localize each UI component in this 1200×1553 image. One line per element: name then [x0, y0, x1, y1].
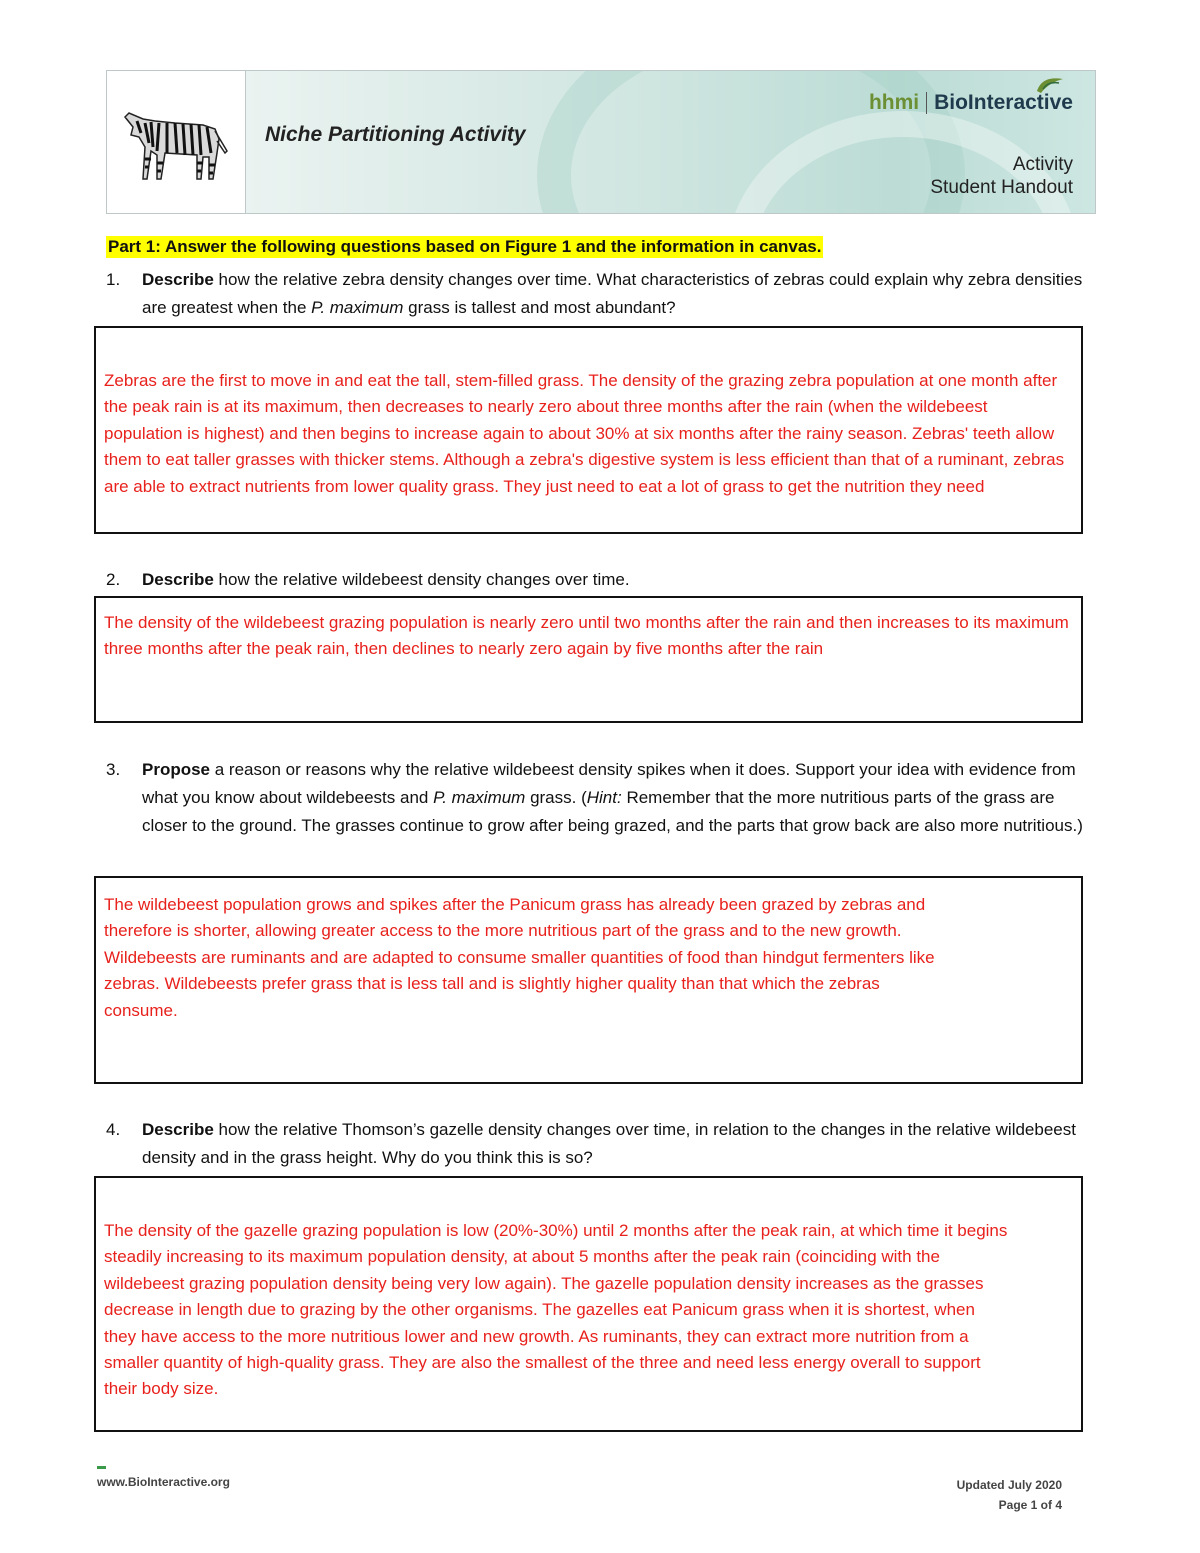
question-number: 3.: [106, 760, 121, 779]
question-number: 4.: [106, 1120, 121, 1139]
question-verb: Describe: [142, 270, 214, 289]
footer-website-link[interactable]: www.BioInteractive.org: [97, 1475, 230, 1489]
answer-text: The density of the wildebeest grazing population is nearly zero until two months after the rain and then increases to its maximum three months after the peak rain, then declines to nearly zero again by five months after the rain: [104, 613, 1069, 659]
question-text-part: how the relative Thomson’s gazelle density changes over time, in relation to the changes in the relative wildebeest density and in the grass height. Why do you think this is so?: [142, 1120, 1076, 1167]
question-text-part: a reason or reasons why the relative wildebeest density spikes when it does. Support your idea with evidence from what you know about wildebeests and: [142, 760, 1076, 807]
question-3: [106, 756, 1096, 840]
logo-hhmi: hhmi: [868, 91, 920, 114]
document-type-line2: Student Handout: [930, 177, 1073, 198]
part-1-heading: Part 1: Answer the following questions based on Figure 1 and the information in canvas.: [108, 237, 822, 256]
answer-text: The density of the gazelle grazing population is low (20%-30%) until 2 months after the peak rain, at which time it begins steadily increasing to its maximum population density, at about 5 months after the peak rain (coinciding with the wildebeest grazing population density being very low again). The gazelle population density increases as the grasses decrease in length due to grazing by the other organisms. The gazelles eat Panicum grass when it is shortest, when they have access to the more nutritious lower and new growth. As ruminants, they can extract more nutrition from a smaller quantity of high-quality grass. They are also the smallest of the three and need less energy overall to support their body size.: [104, 1221, 1008, 1399]
footer-updated: Updated July 2020: [956, 1478, 1062, 1492]
logo-divider: [926, 92, 927, 114]
answer-box-3[interactable]: [94, 876, 1083, 1084]
question-number: 2.: [106, 570, 121, 589]
hint-label: Hint:: [586, 788, 622, 807]
document-type: [930, 153, 1073, 199]
species-name: P. maximum: [311, 298, 404, 317]
answer-text: The wildebeest population grows and spikes after the Panicum grass has already been grazed by zebras and therefore is shorter, allowing greater access to the more nutritious part of the grass and to the new growth. Wildebeests are ruminants and are adapted to consume smaller quantities of food than hindgut fermenters like zebras. Wildebeests prefer grass that is less tall and is slightly higher quality than that which the zebras consume.: [104, 895, 935, 1020]
question-1: [106, 266, 1096, 322]
footer-info: [957, 1475, 1062, 1515]
species-name: P. maximum: [433, 788, 526, 807]
question-text: [142, 1116, 1096, 1172]
page-title: Niche Partitioning Activity: [265, 123, 526, 146]
answer-box-1[interactable]: [94, 326, 1083, 534]
logo-biointeractive: BioInteractive: [934, 91, 1073, 114]
question-verb: Describe: [142, 570, 214, 589]
question-text: [142, 266, 1096, 322]
document-type-line1: Activity: [1012, 154, 1073, 175]
question-text-part: how the relative zebra density changes over time. What characteristics of zebras could explain why zebra densities are greatest when the: [142, 270, 1083, 317]
footer-page-number: Page 1 of 4: [998, 1498, 1062, 1512]
zebra-image-frame: [107, 71, 246, 213]
question-text-part: grass. (: [525, 788, 587, 807]
footer-accent: [97, 1466, 106, 1469]
question-text: [142, 566, 1096, 594]
hhmi-biointeractive-logo: [869, 91, 1073, 115]
question-text-part: grass is tallest and most abundant?: [403, 298, 676, 317]
question-text-part: Remember that the more nutritious parts of the grass are closer to the ground. The grasses continue to grow after being grazed, and the parts that grow back are also more nutritious.): [142, 788, 1083, 835]
question-text-part: how the relative wildebeest density changes over time.: [213, 570, 630, 589]
answer-box-2[interactable]: [94, 596, 1083, 723]
question-4: [106, 1116, 1096, 1172]
question-2: [106, 566, 1096, 594]
question-verb: Propose: [142, 760, 211, 779]
question-text: [142, 756, 1096, 840]
answer-box-4[interactable]: [94, 1176, 1083, 1432]
zebra-icon: [115, 99, 235, 189]
question-verb: Describe: [142, 1120, 214, 1139]
question-number: 1.: [106, 270, 121, 289]
page-header: [106, 70, 1096, 214]
answer-text: Zebras are the first to move in and eat the tall, stem-filled grass. The density of the grazing zebra population at one month after the peak rain is at its maximum, then decreases to nearly zero about three months after the rain (when the wildebeest population is highest) and then begins to increase again to about 30% at six months after the rainy season. Zebras' teeth allow them to eat taller grasses with thicker stems. Although a zebra's digestive system is less efficient than that of a ruminant, zebras are able to extract nutrients from lower quality grass. They just need to eat a lot of grass to get the nutrition they need: [104, 371, 1065, 496]
